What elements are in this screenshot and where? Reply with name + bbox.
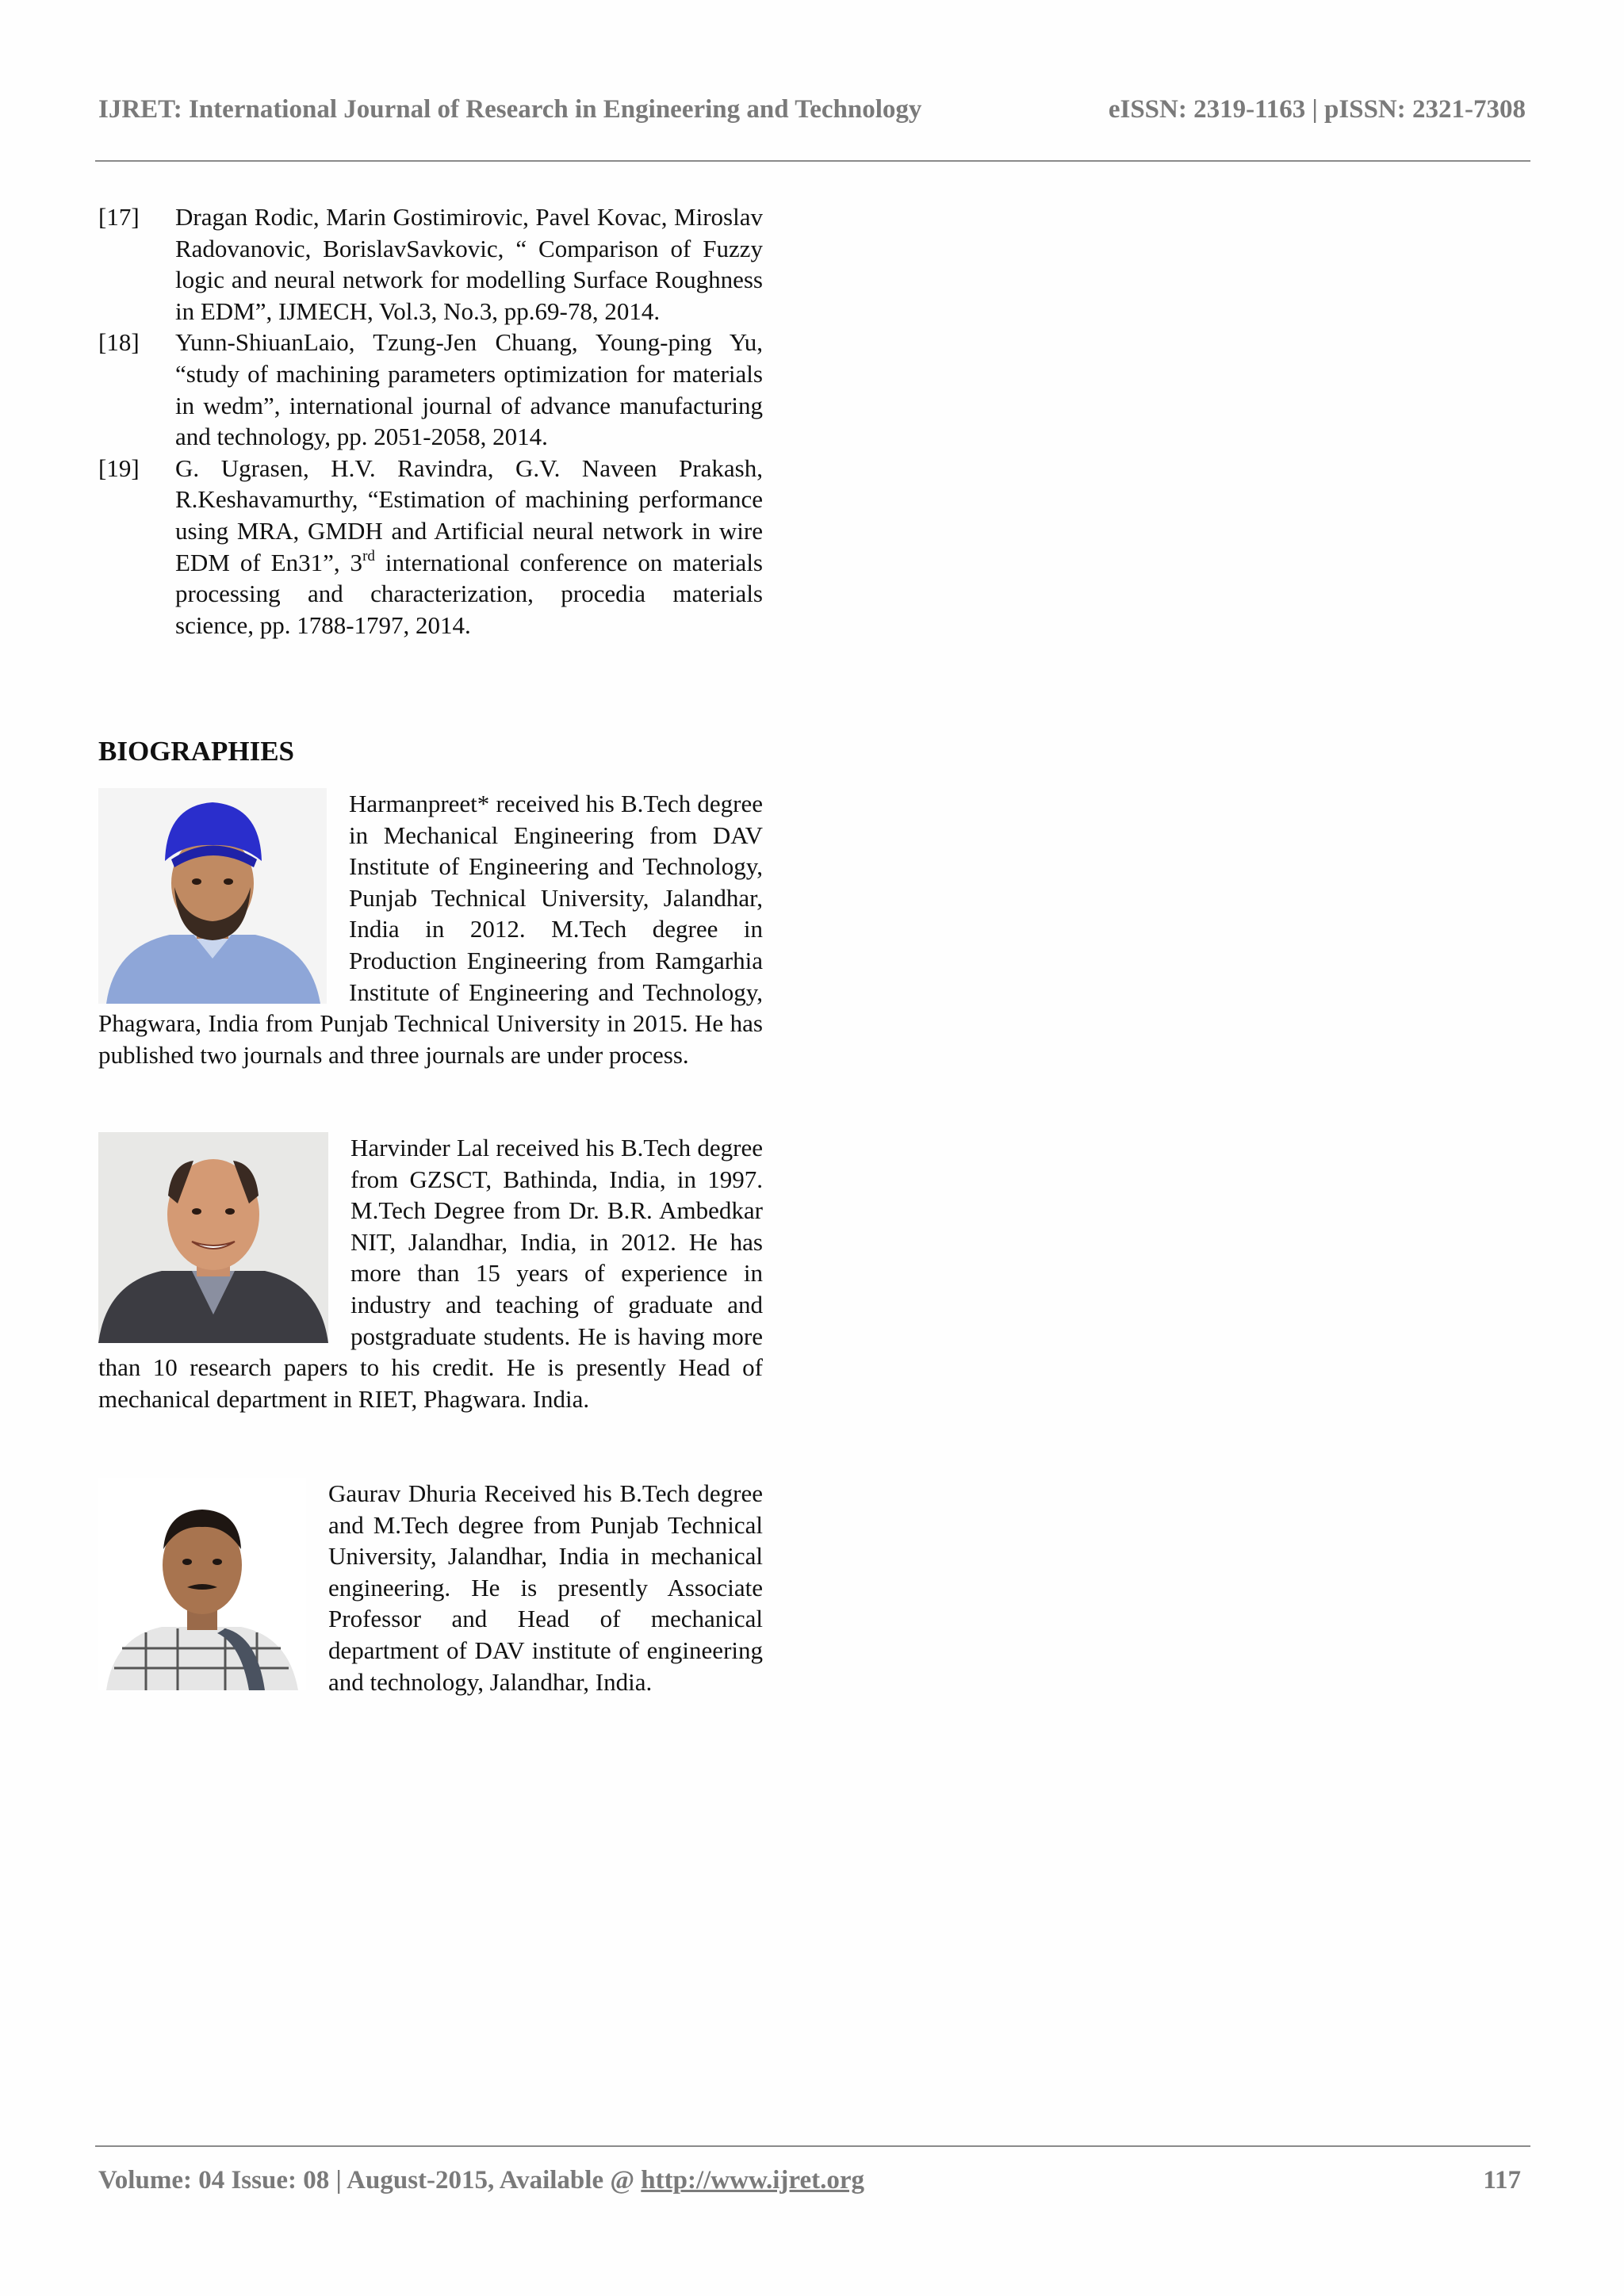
reference-text-part: international conference on materials processing and characterization, procedia materials science, pp. 1788-1797, 2014. [175,548,763,639]
reference-text-part: G. Ugrasen, H.V. Ravindra, G.V. Naveen Prakash, R.Keshavamurthy, “Estimation of machining performance using MRA, GMDH and Artificial neural network in wire EDM of En31”, 3 [175,453,763,576]
reference-item [98,201,763,327]
reference-number: [17] [98,203,140,231]
issn: eISSN: 2319-1163 | pISSN: 2321-7308 [1108,95,1526,124]
page-number: 117 [1483,2166,1521,2195]
reference-text [175,453,763,641]
biography-harvinder-lal [98,1132,763,1414]
biography-text: Gaurav Dhuria Received his B.Tech degree and M.Tech degree from Punjab Technical University, Jalandhar, India in mechanical engineering. He is presently Associate Professor and Head of mechanical department of DAV institute of engineering and technology, Jalandhar, India. [328,1479,763,1696]
footer-rule [95,2145,1530,2147]
reference-text: Dragan Rodic, Marin Gostimirovic, Pavel Kovac, Miroslav Radovanovic, BorislavSavkovic, “ Comparison of Fuzzy logic and neural network for modelling Surface Roughness in EDM”, IJMECH, Vol.3, No.3, pp.69-78, 2014. [175,203,763,325]
page-header [98,95,1526,124]
reference-number: [19] [98,453,140,482]
biography-text: Harvinder Lal received his B.Tech degree from GZSCT, Bathinda, India, in 1997. M.Tech Degree from Dr. B.R. Ambedkar NIT, Jalandhar, India, in 2012. He has more than 15 years of experience in industry and teaching of graduate and postgraduate students. He is having more than 10 research papers to his credit. He is presently Head of mechanical department in RIET, Phagwara. India. [98,1134,763,1413]
volume-info [98,2166,864,2195]
header-rule [95,160,1530,162]
reference-text: Yunn-ShiuanLaio, Tzung-Jen Chuang, Young-ping Yu, “study of machining parameters optimization for materials in wedm”, international journal of advance manufacturing and technology, pp. 2051-2058, 2014. [175,328,763,451]
journal-link[interactable]: http://www.ijret.org [641,2166,864,2195]
volume-text: Volume: 04 Issue: 08 | August-2015, Available @ [98,2166,642,2195]
reference-item [98,453,763,641]
biography-text: Harmanpreet* received his B.Tech degree in Mechanical Engineering from DAV Institute of Engineering and Technology, Punjab Technical University, Jalandhar, India in 2012. M.Tech degree in Production Engineering from Ramgarhia Institute of Engineering and Technology, Phagwara, India from Punjab Technical University in 2015. He has published two journals and three journals are under process. [98,790,763,1069]
biography-harmanpreet [98,788,763,1070]
biographies-heading: BIOGRAPHIES [98,736,294,767]
author-photo [98,788,327,1004]
author-photo [98,1478,306,1690]
author-photo [98,1132,328,1343]
journal-title: IJRET: International Journal of Research in Engineering and Technology [98,95,922,124]
page-footer [98,2166,1521,2195]
reference-number: [18] [98,328,140,357]
reference-item [98,327,763,452]
reference-list [98,201,763,641]
biography-gaurav-dhuria [98,1478,763,1697]
ordinal-superscript: rd [362,547,375,564]
